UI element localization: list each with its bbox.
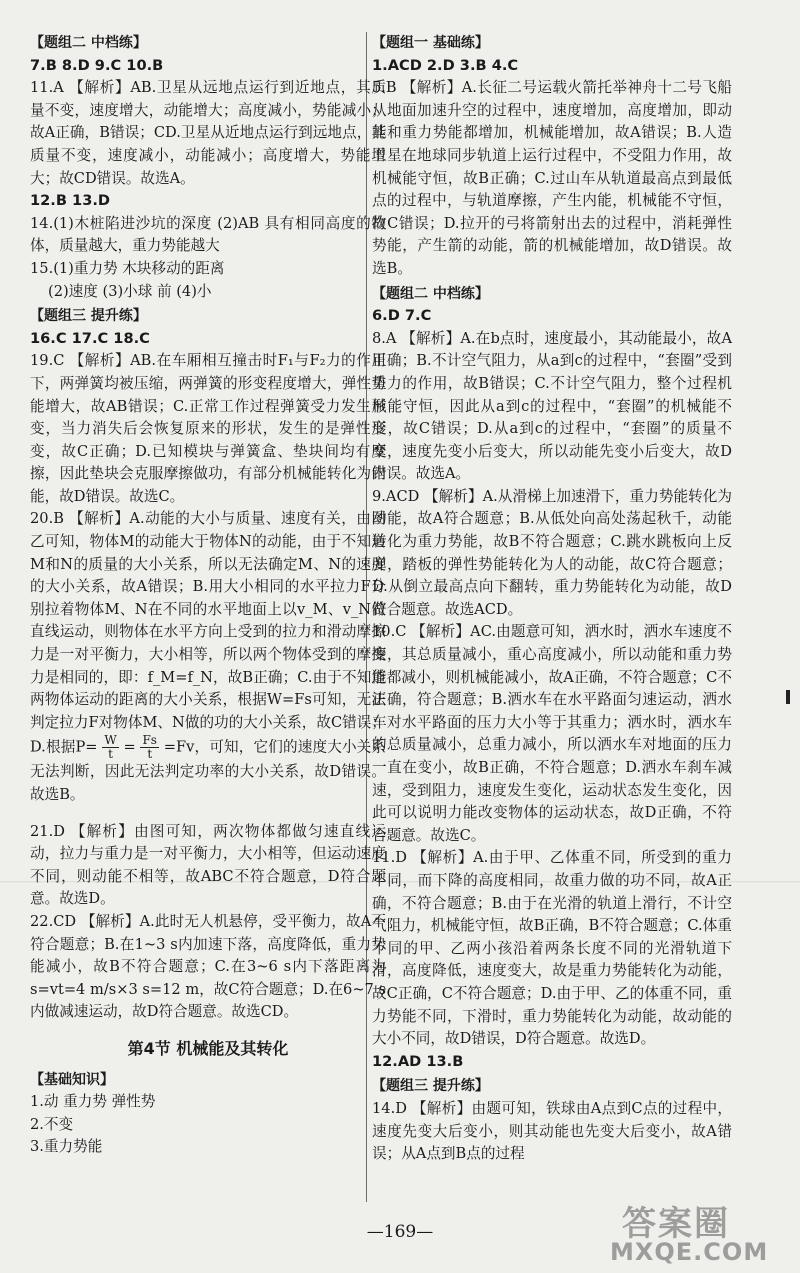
answer-9: 9.ACD 【解析】A.从滑梯上加速滑下，重力势能转化为动能，故A符合题意；B.从低处向高处荡起秋千，动能转化为重力势能，故B不符合题意；C.跳水跳板向上反弹，踏板的弹性势能转化为人的动能，故C符合题意；D.从倒立最高点向下翻转，重力势能转化为动能，故D符合题意。故选ACD。 xyxy=(372,487,732,618)
basic-answer-2: 2.不变 xyxy=(30,1115,74,1133)
answers-12-13: 12.B 13.D xyxy=(30,192,111,210)
left-column xyxy=(30,30,386,1159)
page-number: —169— xyxy=(366,1222,434,1242)
answer-14-right: 14.D 【解析】由题可知，铁球由A点到C点的过程中，速度先变大后变小，则其动能也先变大后变小，故A错误；从A点到B点的过程 xyxy=(372,1099,732,1163)
answer-20 xyxy=(30,508,386,806)
fraction-numerator: Fs xyxy=(142,733,157,748)
group2-answers: 7.B 8.D 9.C 10.B xyxy=(30,56,164,74)
answer-11-right: 11.D 【解析】A.由于甲、乙体重不同，所受到的重力不同，而下降的高度相同，故重力做的功不同，故A正确，不符合题意；B.由于在光滑的轨道上滑行，不计空气阻力，机械能守恒，故B正确，B不符合题意；C.体重不同的甲、乙两小孩沿着两条长度不同的光滑轨道下滑，高度降低，速度变大，故是重力势能转化为动能，故C正确，C不符合题意；D.由于甲、乙的体重不同，重力势能不同，下滑时，重力势能转化为动能，故动能的大小不同，故D错误，D符合题意。故选D。 xyxy=(372,849,732,1048)
answer-21: 21.D 【解析】由图可知，两次物体都做匀速直线运动，拉力与重力是一对平衡力，大小相等，但运动速度不同，则动能不相等，故ABC不符合题意，D符合题意。故选D。 xyxy=(30,822,386,908)
answer-10: 10.C 【解析】AC.由题意可知，洒水时，洒水车速度不变，其总质量减小，重心高度减小，所以动能和重力势能都减小，则机械能减小，故A正确，不符合题意；C不正确，符合题意；B.洒水车在水平路面匀速运动，洒水车对水平路面的压力大小等于其重力；洒水时，洒水车的总质量减小，总重力减小，所以洒水车对地面的压力一直在变小，故B正确，不符合题意；D.洒水车刹车减速，受到阻力，速度发生变化，运动状态发生变化，因此可以说明力能改变物体的运动状态，故D正确，不符合题意。故选C。 xyxy=(372,623,732,844)
watermark-logo xyxy=(602,1196,772,1266)
group3-heading: 【题组三 提升练】 xyxy=(372,1078,489,1095)
answer-14: 14.(1)木桩陷进沙坑的深度 (2)AB 具有相同高度的物体，质量越大，重力势能越大 xyxy=(30,214,386,255)
answer-5: 5.B 【解析】A.长征二号运载火箭托举神舟十二号飞船从地面加速升空的过程中，速度增加，高度增加，即动能和重力势能都增加，机械能增加，故A错误；B.人造卫星在地球同步轨道上运行过程中，不受阻力作用，故机械能守恒，故B正确；C.过山车从轨道最高点到最低点的过程中，与轨道摩擦，产生内能，机械能不守恒，故C错误；D.拉开的弓将箭射出去的过程中，消耗弹性势能，产生箭的动能，箭的机械能增加，故D错误。故选B。 xyxy=(372,79,732,277)
answers-6-7: 6.D 7.C xyxy=(372,307,432,325)
answer-20-tail: =Fv，可知，它们的速度大小关系无法判断，因此无法判定功率的大小关系，故D错误。故选B。 xyxy=(30,738,387,803)
fraction-numerator: W xyxy=(104,733,117,748)
answers-12-13-right: 12.AD 13.B xyxy=(372,1052,464,1070)
fraction-denominator: t xyxy=(147,747,153,762)
basic-answer-1: 1.动 重力势 弹性势 xyxy=(30,1093,156,1111)
section-title: 第4节 机械能及其转化 xyxy=(127,1038,289,1058)
answer-20-text: 20.B 【解析】A.动能的大小与质量、速度有关，由图乙可知，物体M的动能大于物体N的动能，由于不知道M和N的质量的大小关系，所以无法确定M、N的速度的大小关系，故A错误；B.用大小相同的水平拉力F分别拉着物体M、N在不同的水平地面上以v_M、v_N做直线运动，则物体在水平方向上受到的拉力和滑动摩擦力是一对平衡力，大小相等，所以两个物体受到的摩擦力是相同的，即：f_M=f_N，故B正确；C.由于不知道两物体运动的距离的大小关系，根据W=Fs可知，无法判定拉力F对物体M、N做的功的大小关系，故C错误；D.根据P= xyxy=(30,510,386,756)
edge-mark xyxy=(786,690,790,704)
answers-16-18: 16.C 17.C 18.C xyxy=(30,329,150,347)
group1-answers: 1.ACD 2.D 3.B 4.C xyxy=(372,56,519,74)
answer-8: 8.A 【解析】A.在b点时，速度最小，其动能最小，故A正确；B.不计空气阻力，从a到c的过程中，“套圈”受到重力的作用，故B错误；C.不计空气阻力，整个过程机械能守恒，因此从a到c的过程中，“套圈”的机械能不变，故C错误；D.从a到c的过程中，“套圈”的质量不变，速度先变小后变大，所以动能先变小后变大，故D错误。故选A。 xyxy=(372,329,732,483)
group2-heading: 【题组二 中档练】 xyxy=(30,35,147,51)
equals-sign: = xyxy=(123,738,136,756)
basic-knowledge-heading: 【基础知识】 xyxy=(30,1071,114,1088)
group2-heading: 【题组二 中档练】 xyxy=(372,285,489,302)
fraction-w-over-t xyxy=(102,734,118,761)
fraction-fs-over-t xyxy=(140,734,158,761)
answer-19: 19.C 【解析】AB.在车厢相互撞击时F₁与F₂力的作用下，两弹簧均被压缩，两弹簧的形变程度增大，弹性势能增大，故AB错误；C.正常工作过程弹簧受力发生形变，当力消失后会恢复原来的形状，发生的是弹性形变，故C正确；D.已知模块与弹簧盒、垫块间均有摩擦，因此垫块会克服摩擦做功，有部分机械能转化为内能，故D错误。故选C。 xyxy=(30,352,386,505)
watermark-url: MXQE.COM xyxy=(610,1238,769,1266)
answer-22: 22.CD 【解析】A.此时无人机悬停，受平衡力，故A不符合题意；B.在1~3 s内加速下落，高度降低，重力势能减小，故B不符合题意；C.在3~6 s内下落距离为s=vt=4 m/s×3 s=12 m，故C符合题意；D.在6~7 s内做减速运动，故D符合题意。故选CD。 xyxy=(30,912,386,1021)
right-column xyxy=(372,30,732,1166)
answer-15a: 15.(1)重力势 木块移动的距离 xyxy=(30,259,225,277)
answer-15b: (2)速度 (3)小球 前 (4)小 xyxy=(48,282,212,300)
group3-heading: 【题组三 提升练】 xyxy=(30,308,147,325)
answer-11: 11.A 【解析】AB.卫星从远地点运行到近地点，其质量不变，速度增大，动能增大；高度减小，势能减小；故A正确，B错误；CD.卫星从近地点运行到远地点，其质量不变，速度减小，动能减小；高度增大，势能增大；故CD错误。故选A。 xyxy=(30,79,386,187)
fraction-denominator: t xyxy=(108,747,113,762)
basic-answer-3: 3.重力势能 xyxy=(30,1138,103,1156)
group1-heading: 【题组一 基础练】 xyxy=(372,35,489,51)
watermark-brand: 答案圈 xyxy=(622,1204,730,1244)
